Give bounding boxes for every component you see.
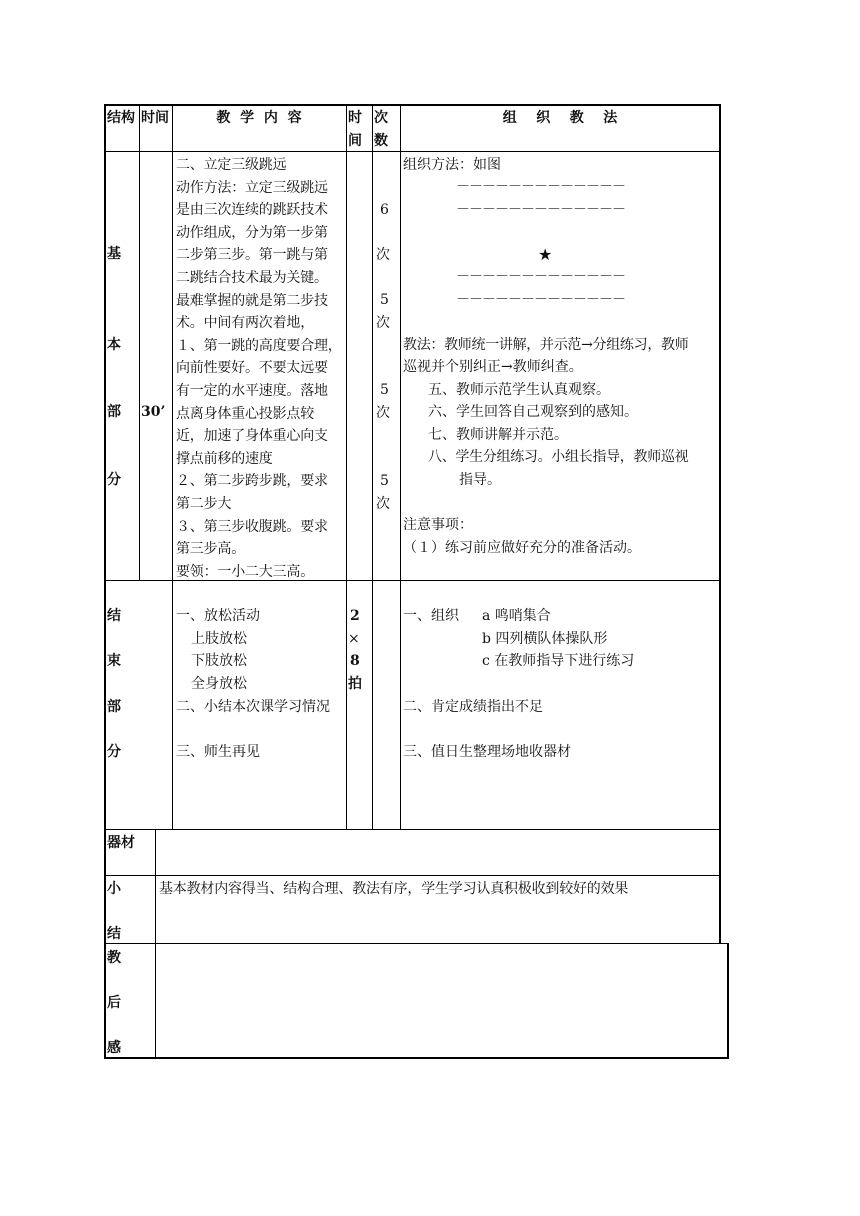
teach-method-line: 教法：教师统一讲解，并示范→分组练习，教师: [403, 337, 689, 353]
header-content: 教 学 内 容: [216, 110, 302, 126]
note-item: （１）练习前应做好充分的准备活动。: [403, 540, 641, 556]
header-method: 组 织 教 法: [502, 110, 618, 126]
main-label-2: 本: [107, 337, 121, 353]
content-line: 第三步高。: [176, 541, 245, 558]
end-content-line: 一、放松活动: [176, 608, 260, 624]
header-count: 次数: [374, 110, 388, 149]
label-divider: [155, 829, 156, 1059]
end-content-line: 全身放松: [191, 676, 247, 692]
end-org-item: 一、组织: [403, 608, 459, 624]
summary-bottom-border: [104, 943, 728, 944]
content-line: 点离身体重心投影点较: [176, 405, 314, 422]
end-org-sub: a 鸣哨集合: [482, 608, 551, 624]
end-content-line: 下肢放松: [191, 653, 247, 669]
reflection-label-1: 教: [107, 950, 121, 966]
reflection-right-border: [727, 943, 729, 1059]
content-line: 近，加速了身体重心向支: [176, 428, 328, 445]
main-label-1: 基: [107, 246, 121, 262]
end-bottom-border: [104, 829, 720, 830]
teach-method-line: 巡视并个别纠正→教师纠查。: [403, 359, 583, 375]
reflection-label-3: 感: [107, 1040, 121, 1056]
content-line: 向前性要好。不要太远要: [176, 360, 328, 377]
end-org-sub: c 在教师指导下进行练习: [482, 653, 635, 669]
table-left-border: [104, 104, 106, 1059]
end-count: 拍: [348, 676, 362, 692]
equipment-bottom-border: [104, 875, 720, 876]
end-count: 8: [350, 653, 360, 669]
count-number: 5: [380, 292, 389, 308]
count-number: 6: [380, 202, 389, 218]
content-line: 第二步大: [176, 495, 232, 512]
header-bottom-border: [104, 151, 720, 152]
teach-step: 七、教师讲解并示范。: [428, 427, 568, 443]
header-time: 时间: [141, 110, 169, 126]
col-divider-2: [172, 104, 173, 830]
summary-label-2: 结: [107, 926, 121, 942]
content-line: １、第一跳的高度要合理，: [176, 337, 342, 354]
main-content: [176, 154, 342, 583]
content-line: 动作方法：立定三级跳远: [176, 179, 328, 196]
end-org-item: 二、肯定成绩指出不足: [403, 699, 543, 715]
main-time-value: 30’: [141, 404, 166, 420]
count-unit: 次: [376, 405, 390, 421]
col-divider-4: [372, 104, 373, 830]
count-unit: 次: [376, 496, 390, 512]
content-line: 动作组成，分为第一步第: [176, 224, 328, 241]
teach-step: 六、学生回答自己观察到的感知。: [428, 404, 638, 420]
end-label-3: 部: [107, 699, 121, 715]
table-top-border: [104, 104, 720, 106]
content-line: 术。中间有两次着地，: [176, 315, 314, 332]
end-org-sub: b 四列横队体操队形: [482, 631, 608, 647]
note-title: 注意事项：: [403, 517, 473, 533]
formation-line: －－－－－－－－－－－－－: [456, 292, 625, 308]
end-org-item: 三、值日生整理场地收器材: [403, 744, 571, 760]
content-line: ２、第二步跨步跳，要求: [176, 473, 328, 490]
content-line: ３、第三步收腹跳。要求: [176, 518, 328, 535]
content-line: 是由三次连续的跳跃技术: [176, 202, 328, 219]
formation-line: －－－－－－－－－－－－－: [456, 202, 625, 218]
content-line: 二步第三步。第一跳与第: [176, 247, 328, 264]
end-label-1: 结: [107, 608, 121, 624]
content-line: 有一定的水平速度。落地: [176, 382, 328, 399]
header-structure: 结构: [107, 110, 135, 126]
end-content-line: 二、小结本次课学习情况: [176, 699, 330, 715]
table-right-border: [719, 104, 721, 944]
end-label-4: 分: [107, 744, 121, 760]
summary-value: 基本教材内容得当、结构合理、教法有序，学生学习认真积极收到较好的效果: [159, 881, 629, 897]
teach-step: 五、教师示范学生认真观察。: [428, 382, 610, 398]
end-label-2: 束: [107, 653, 121, 669]
count-number: 5: [380, 473, 389, 489]
main-label-3: 部: [107, 404, 121, 420]
col-divider-1: [139, 104, 140, 581]
count-unit: 次: [376, 315, 390, 331]
org-title: 组织方法：如图: [403, 157, 501, 173]
end-content-line: 三、师生再见: [176, 744, 260, 760]
content-line: 最难掌握的就是第二步技: [176, 292, 328, 309]
content-line: 撑点前移的速度: [176, 450, 273, 467]
end-count: 2: [350, 608, 360, 624]
formation-line: －－－－－－－－－－－－－: [456, 269, 625, 285]
table-bottom-border: [104, 1057, 728, 1059]
reflection-label-2: 后: [107, 995, 121, 1011]
count-unit: 次: [376, 247, 390, 263]
equipment-label: 器材: [107, 835, 135, 851]
main-label-4: 分: [107, 472, 121, 488]
teach-step: 八、学生分组练习。小组长指导，教师巡视: [428, 449, 689, 465]
formation-line: －－－－－－－－－－－－－: [456, 179, 625, 195]
count-number: 5: [380, 382, 389, 398]
header-duration: 时间: [348, 110, 362, 149]
content-line: 要领：一小二大三高。: [176, 563, 314, 580]
teach-step-cont: 指导。: [459, 472, 501, 488]
end-count: ×: [348, 631, 360, 647]
summary-label-1: 小: [107, 881, 121, 897]
end-content-line: 上肢放松: [191, 631, 247, 647]
content-line: 二跳结合技术最为关键。: [176, 269, 328, 286]
teacher-star-icon: ★: [538, 245, 553, 264]
col-divider-5: [400, 104, 401, 830]
col-divider-3: [346, 104, 347, 830]
content-line: 二、立定三级跳远: [176, 157, 287, 173]
